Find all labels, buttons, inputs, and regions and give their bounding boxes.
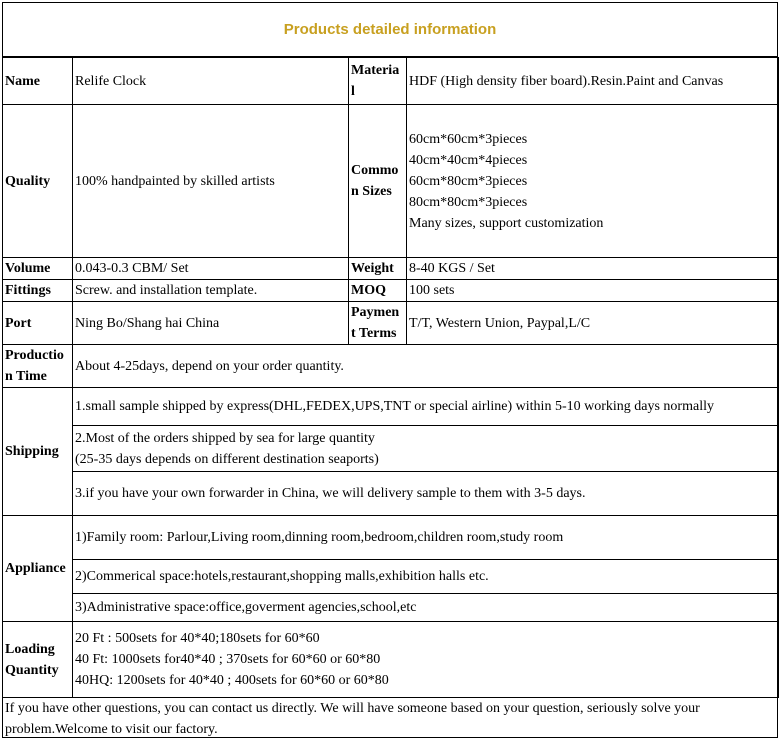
value-common-sizes	[407, 105, 779, 258]
size-item: 80cm*80cm*3pieces	[409, 194, 528, 210]
table-row	[3, 345, 779, 388]
table-row	[3, 302, 779, 345]
table-row	[3, 58, 779, 105]
label-payment-terms: Paymen t Terms	[349, 302, 407, 345]
value-loading-quantity	[73, 622, 779, 698]
size-item: 40cm*40cm*4pieces	[409, 152, 528, 168]
table-row	[3, 426, 779, 472]
value-port: Ning Bo/Shang hai China	[73, 302, 349, 345]
table-row	[3, 516, 779, 560]
label-weight: Weight	[349, 258, 407, 280]
loading-line: 20 Ft : 500sets for 40*40;180sets for 60*60	[75, 631, 320, 646]
value-production-time: About 4-25days, depend on your order quantity.	[73, 345, 779, 388]
sheet-title: Products detailed information	[3, 3, 777, 57]
label-fittings: Fittings	[3, 280, 73, 302]
table-row	[3, 594, 779, 622]
shipping-item: 1.small sample shipped by express(DHL,FEDEX,UPS,TNT or special airline) within 5-10 working days normally	[73, 388, 779, 426]
value-name: Relife Clock	[73, 58, 349, 105]
value-fittings: Screw. and installation template.	[73, 280, 349, 302]
value-quality: 100% handpainted by skilled artists	[73, 105, 349, 258]
size-item: 60cm*80cm*3pieces	[409, 173, 528, 189]
value-payment-terms: T/T, Western Union, Paypal,L/C	[407, 302, 779, 345]
label-port: Port	[3, 302, 73, 345]
loading-line: 40HQ: 1200sets for 40*40 ; 400sets for 60*60 or 60*80	[75, 673, 389, 688]
table-row	[3, 105, 779, 258]
loading-line: 40 Ft: 1000sets for40*40 ; 370sets for 60*60 or 60*80	[75, 652, 381, 667]
table-row	[3, 280, 779, 302]
size-item: Many sizes, support customization	[409, 215, 604, 231]
table-row	[3, 388, 779, 426]
label-material: Materia l	[349, 58, 407, 105]
label-shipping: Shipping	[3, 388, 73, 516]
footer-note: If you have other questions, you can contact us directly. We will have someone based on your question, seriously solve your problem.Welcome to visit our factory.	[5, 701, 700, 737]
value-volume: 0.043-0.3 CBM/ Set	[73, 258, 349, 280]
label-appliance: Appliance	[3, 516, 73, 622]
label-moq: MOQ	[349, 280, 407, 302]
appliance-item: 2)Commerical space:hotels,restaurant,shopping malls,exhibition halls etc.	[73, 560, 779, 594]
value-weight: 8-40 KGS / Set	[407, 258, 779, 280]
value-moq: 100 sets	[407, 280, 779, 302]
appliance-item: 3)Administrative space:office,goverment agencies,school,etc	[73, 594, 779, 622]
label-quality: Quality	[3, 105, 73, 258]
label-loading-quantity: Loading Quantity	[3, 622, 73, 698]
shipping-line: (25-35 days depends on different destination seaports)	[75, 451, 379, 467]
product-info-table	[2, 57, 779, 698]
shipping-line: 2.Most of the orders shipped by sea for large quantity	[75, 430, 375, 446]
label-name: Name	[3, 58, 73, 105]
shipping-item	[73, 426, 779, 472]
value-material: HDF (High density fiber board).Resin.Paint and Canvas	[407, 58, 779, 105]
label-volume: Volume	[3, 258, 73, 280]
table-row	[3, 560, 779, 594]
size-item: 60cm*60cm*3pieces	[409, 131, 528, 147]
table-row	[3, 622, 779, 698]
product-info-sheet	[2, 2, 778, 738]
shipping-item: 3.if you have your own forwarder in China, we will delivery sample to them with 3-5 days.	[73, 472, 779, 516]
label-production-time: Productio n Time	[3, 345, 73, 388]
table-row	[3, 472, 779, 516]
appliance-item: 1)Family room: Parlour,Living room,dinning room,bedroom,children room,study room	[73, 516, 779, 560]
table-row	[3, 258, 779, 280]
label-common-sizes: Commo n Sizes	[349, 105, 407, 258]
